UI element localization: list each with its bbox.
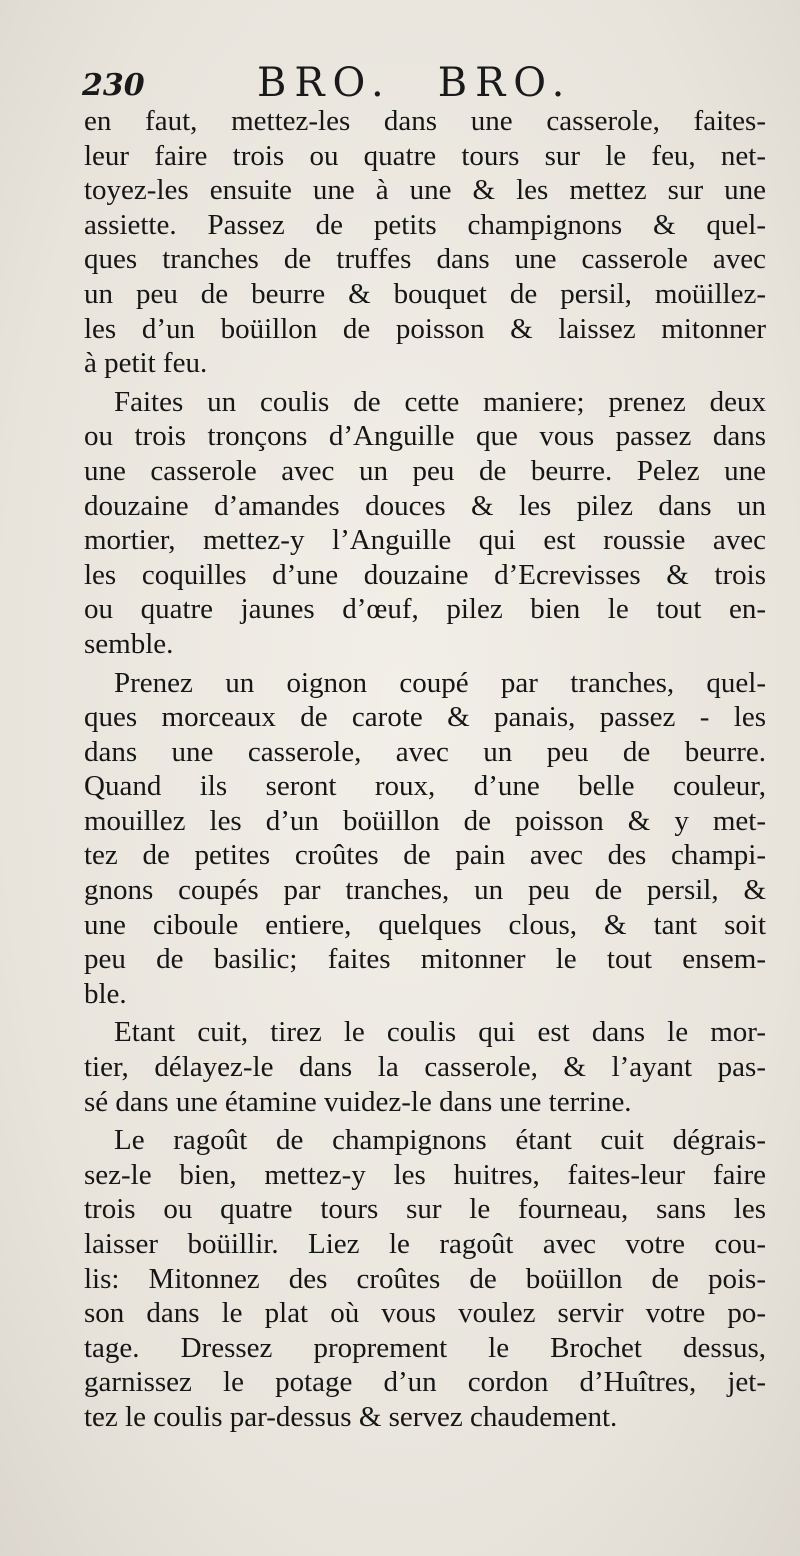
text-line: Etant cuit, tirez le coulis qui est dans le mor- xyxy=(114,1016,766,1049)
text-line: à petit feu. xyxy=(84,347,208,380)
paragraph-2 xyxy=(84,385,766,662)
text-line: ques morceaux de carote & panais, passez - les xyxy=(84,701,766,734)
text-line: son dans le plat où vous voulez servir votre po- xyxy=(84,1297,766,1330)
text-line: laisser boüillir. Liez le ragoût avec votre cou- xyxy=(84,1228,766,1260)
paragraph-5 xyxy=(84,1123,766,1434)
paragraph-4 xyxy=(84,1015,766,1119)
text-line: lis: Mitonnez des croûtes de boüillon de pois- xyxy=(84,1262,766,1295)
running-head-left: BRO. xyxy=(257,60,392,106)
paragraph-3 xyxy=(84,666,766,1012)
text-line: tez le coulis par-dessus & servez chaudement. xyxy=(84,1400,618,1433)
text-line: sez-le bien, mettez-y les huitres, faites-leur faire xyxy=(84,1158,766,1191)
text-line: une casserole avec un peu de beurre. Pelez une xyxy=(84,454,766,487)
text-line: Faites un coulis de cette maniere; prenez deux xyxy=(114,385,766,418)
text-line: ques tranches de truffes dans une casserole avec xyxy=(84,243,766,276)
text-line: douzaine d’amandes douces & les pilez dans un xyxy=(84,489,766,522)
text-line: Prenez un oignon coupé par tranches, quel- xyxy=(114,666,766,699)
text-line: garnissez le potage d’un cordon d’Huîtres, jet- xyxy=(84,1366,766,1399)
text-line: gnons coupés par tranches, un peu de persil, & xyxy=(84,874,766,907)
text-line: Le ragoût de champignons étant cuit dégrais- xyxy=(114,1124,766,1157)
text-line: toyez-les ensuite une à une & les mettez sur une xyxy=(84,174,766,207)
text-line: ble. xyxy=(84,977,127,1010)
text-line: leur faire trois ou quatre tours sur le feu, net- xyxy=(84,139,766,172)
text-line: une ciboule entiere, quelques clous, & tant soit xyxy=(84,908,766,941)
paragraph-1 xyxy=(84,104,766,381)
text-line: assiette. Passez de petits champignons & quel- xyxy=(84,208,766,241)
text-line: tier, délayez-le dans la casserole, & l’ayant pas- xyxy=(84,1051,766,1084)
text-line: mortier, mettez-y l’Anguille qui est roussie avec xyxy=(84,524,766,557)
text-line: Quand ils seront roux, d’une belle couleur, xyxy=(84,770,766,803)
text-line: tage. Dressez proprement le Brochet dessus, xyxy=(84,1331,766,1364)
running-head xyxy=(257,60,572,106)
text-line: trois ou quatre tours sur le fourneau, sans les xyxy=(84,1193,766,1226)
page-header xyxy=(82,58,772,106)
text-line: semble. xyxy=(84,627,174,660)
page-number: 230 xyxy=(82,68,145,103)
text-line: ou trois tronçons d’Anguille que vous passez dans xyxy=(84,420,766,453)
text-line: tez de petites croûtes de pain avec des champi- xyxy=(84,839,766,872)
body-text xyxy=(84,104,766,1435)
text-line: les d’un boüillon de poisson & laissez mitonner xyxy=(84,312,766,345)
text-line: en faut, mettez-les dans une casserole, faites- xyxy=(84,105,766,137)
text-line: ou quatre jaunes d’œuf, pilez bien le tout en- xyxy=(84,593,766,626)
text-line: les coquilles d’une douzaine d’Ecrevisses & trois xyxy=(84,558,766,591)
text-line: mouillez les d’un boüillon de poisson & y met- xyxy=(84,804,766,837)
running-head-right: BRO. xyxy=(437,60,573,106)
text-line: un peu de beurre & bouquet de persil, moüillez- xyxy=(84,277,766,310)
text-line: sé dans une étamine vuidez-le dans une terrine. xyxy=(84,1085,632,1118)
text-line: peu de basilic; faites mitonner le tout ensem- xyxy=(84,943,766,976)
text-line: dans une casserole, avec un peu de beurre. xyxy=(84,735,766,768)
